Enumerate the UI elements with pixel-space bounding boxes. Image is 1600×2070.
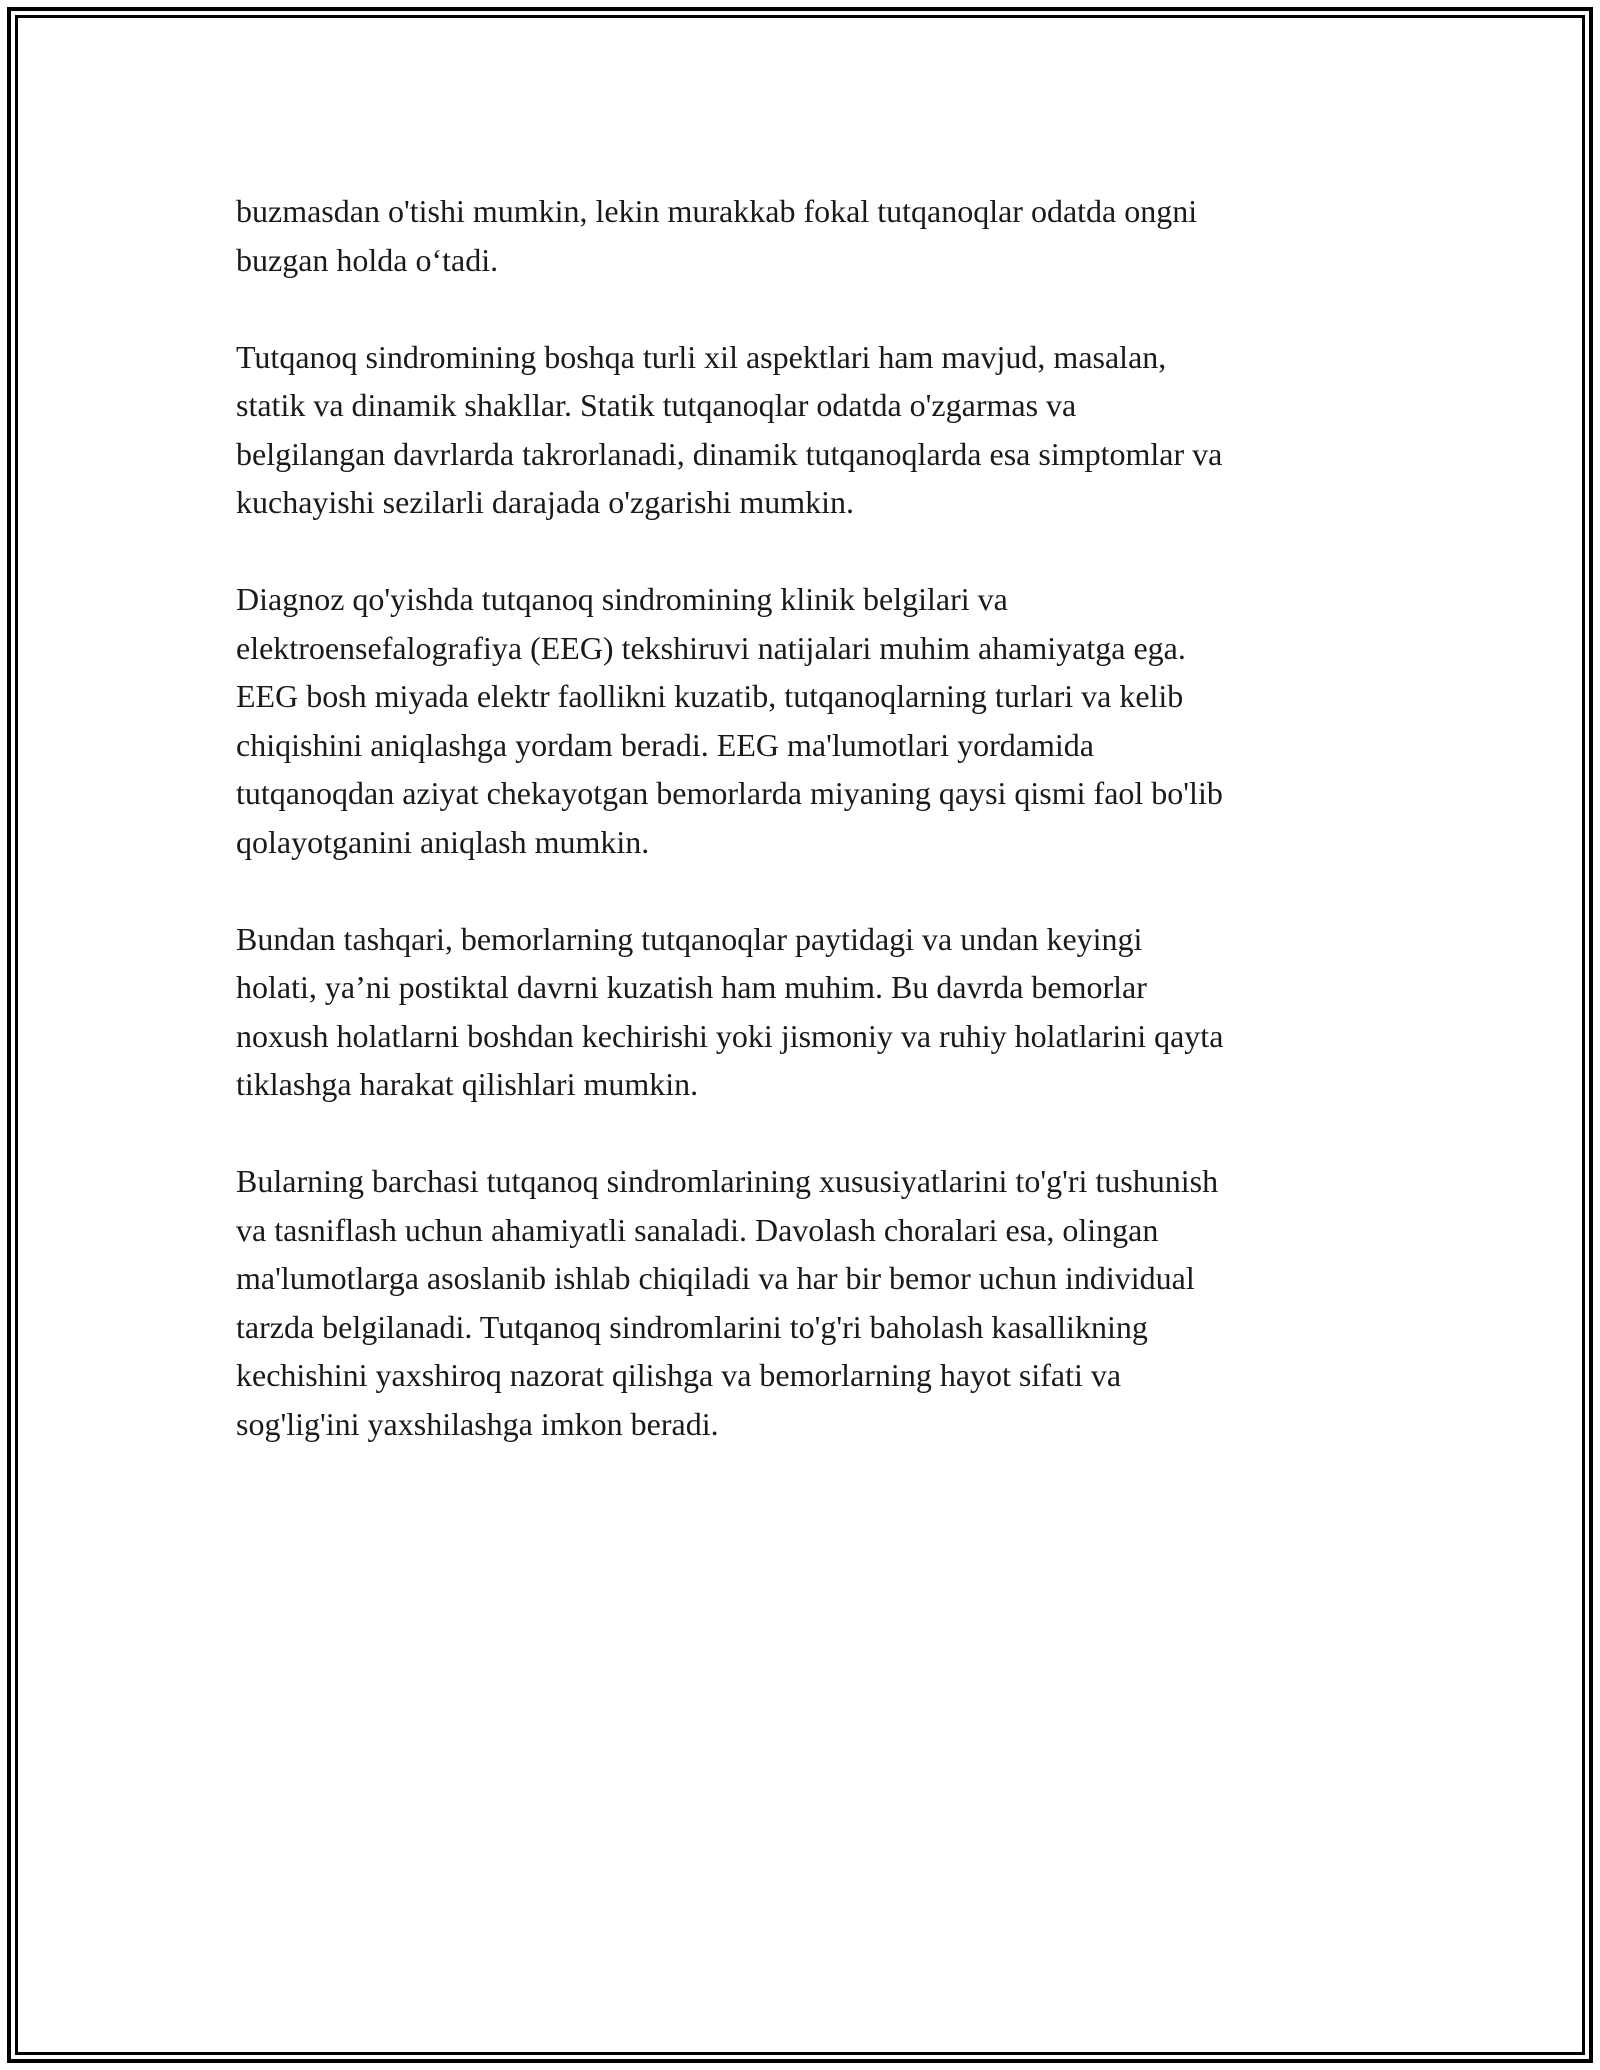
- text-line: noxush holatlarni boshdan kechirishi yoki jismoniy va ruhiy holatlarini qayta: [236, 1017, 1224, 1054]
- text-line: va tasniflash uchun ahamiyatli sanaladi. Davolash choralari esa, olingan: [236, 1211, 1159, 1248]
- text-line: tutqanoqdan aziyat chekayotgan bemorlarda miyaning qaysi qismi faol bo'lib: [236, 775, 1223, 811]
- paragraph-5: [236, 1157, 1396, 1448]
- text-line: elektroensefalografiya (EEG) tekshiruvi natijalari muhim ahamiyatga ega.: [236, 629, 1186, 666]
- text-line: kuchayishi sezilarli darajada o'zgarishi mumkin.: [236, 484, 855, 520]
- paragraph-1: [236, 187, 1396, 284]
- text-line: qolayotganini aniqlash mumkin.: [236, 823, 650, 860]
- text-line: holati, ya’ni postiktal davrni kuzatish ham muhim. Bu davrda bemorlar: [236, 969, 1147, 1005]
- text-line: chiqishini aniqlashga yordam beradi. EEG ma'lumotlari yordamida: [236, 726, 1094, 763]
- text-line: Bularning barchasi tutqanoq sindromlarining xususiyatlarini to'g'ri tushunish: [236, 1163, 1219, 1199]
- text-line: EEG bosh miyada elektr faollikni kuzatib, tutqanoqlarning turlari va kelib: [236, 678, 1184, 714]
- document-body: [236, 187, 1396, 1497]
- text-line: ma'lumotlarga asoslanib ishlab chiqiladi va har bir bemor uchun individual: [236, 1260, 1195, 1296]
- paragraph-2: [236, 333, 1396, 527]
- text-line: Tutqanoq sindromining boshqa turli xil aspektlari ham mavjud, masalan,: [236, 338, 1167, 375]
- text-line: Bundan tashqari, bemorlarning tutqanoqlar paytidagi va undan keyingi: [236, 920, 1143, 957]
- text-line: tarzda belgilanadi. Tutqanoq sindromlarini to'g'ri baholash kasallikning: [236, 1308, 1148, 1345]
- text-line: kechishini yaxshiroq nazorat qilishga va bemorlarning hayot sifati va: [236, 1357, 1122, 1393]
- text-line: buzgan holda o‘tadi.: [236, 241, 499, 278]
- text-line: statik va dinamik shakllar. Statik tutqanoqlar odatda o'zgarmas va: [236, 387, 1077, 423]
- paragraph-3: [236, 575, 1396, 866]
- text-line: tiklashga harakat qilishlari mumkin.: [236, 1066, 699, 1102]
- text-line: Diagnoz qo'yishda tutqanoq sindromining klinik belgilari va: [236, 581, 1008, 617]
- text-line: buzmasdan o'tishi mumkin, lekin murakkab fokal tutqanoqlar odatda ongni: [236, 193, 1198, 229]
- text-line: belgilangan davrlarda takrorlanadi, dinamik tutqanoqlarda esa simptomlar va: [236, 435, 1223, 472]
- paragraph-4: [236, 915, 1396, 1109]
- text-line: sog'lig'ini yaxshilashga imkon beradi.: [236, 1405, 719, 1442]
